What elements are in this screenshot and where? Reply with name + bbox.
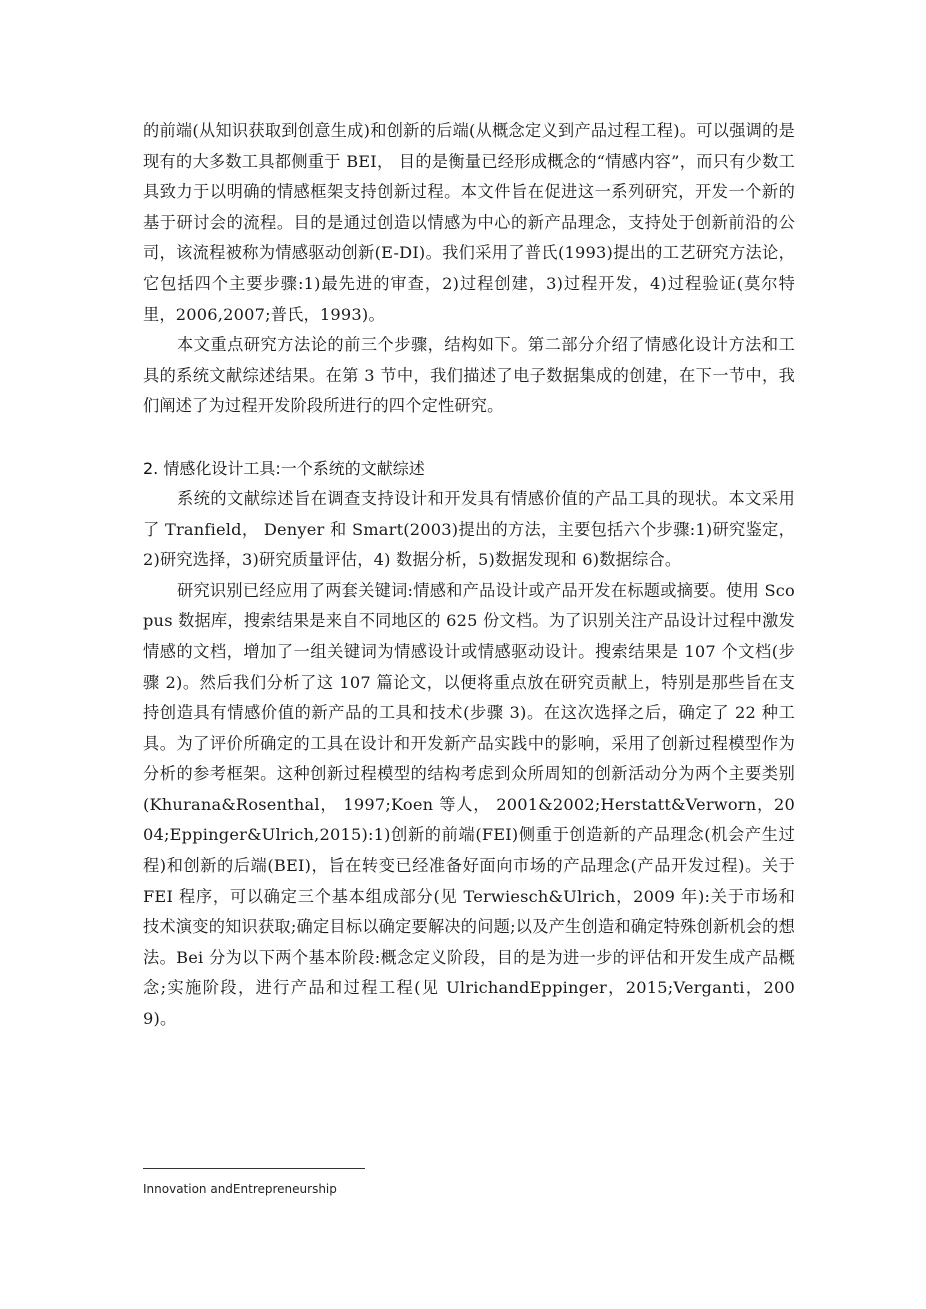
paragraph-section-1: 系统的文献综述旨在调查支持设计和开发具有情感价值的产品工具的现状。本文采用了 Tranfield， Denyer 和 Smart(2003)提出的方法，主要包括六个步骤:1)研究鉴定，2)研究选择，3)研究质量评估，4) 数据分析，5)数据发现和 6)数据综合。 bbox=[143, 488, 795, 570]
section-heading: 2. 情感化设计工具:一个系统的文献综述 bbox=[143, 458, 425, 478]
paragraph-section-2: 研究识别已经应用了两套关键词:情感和产品设计或产品开发在标题或摘要。使用 Scopus 数据库，搜索结果是来自不同地区的 625 份文档。为了识别关注产品设计过程中激发情感的文档，增加了一组关键词为情感设计或情感驱动设计。搜索结果是 107 个文档(步骤 2)。然后我们分析了这 107 篇论文，以便将重点放在研究贡献上，特别是那些旨在支持创造具有情感价值的新产品的工具和技术(步骤 3)。在这次选择之后，确定了 22 种工具。为了评价所确定的工具在设计和开发新产品实践中的影响，采用了创新过程模型作为分析的参考框架。这种创新过程模型的结构考虑到众所周知的创新活动分为两个主要类别(Khurana&Rosenthal， 1997;Koen 等人， 2001&2002;Herstatt&Verworn，2004;Eppinger&Ulrich,2015):1)创新的前端(FEI)侧重于创造新的产品理念(机会产生过程)和创新的后端(BEI)，旨在转变已经准备好面向市场的产品理念(产品开发过程)。关于 FEI 程序，可以确定三个基本组成部分(见 Terwiesch&Ulrich，2009 年):关于市场和技术演变的知识获取;确定目标以确定要解决的问题;以及产生创造和确定特殊创新机会的想法。Bei 分为以下两个基本阶段:概念定义阶段，目的是为进一步的评估和开发生成产品概念;实施阶段，进行产品和过程工程(见 UlrichandEppinger，2015;Verganti，2009)。 bbox=[143, 580, 795, 1029]
paragraph-intro-1: 的前端(从知识获取到创意生成)和创新的后端(从概念定义到产品过程工程)。可以强调的是现有的大多数工具都侧重于 BEI， 目的是衡量已经形成概念的“情感内容”，而只有少数工具致力于以明确的情感框架支持创新过程。本文件旨在促进这一系列研究，开发一个新的基于研讨会的流程。目的是通过创造以情感为中心的新产品理念，支持处于创新前沿的公司，该流程被称为情感驱动创新(E-DI)。我们采用了普氏(1993)提出的工艺研究方法论，它包括四个主要步骤:1)最先进的审查，2)过程创建，3)过程开发，4)过程验证(莫尔特里，2006,2007;普氏，1993)。 bbox=[143, 121, 795, 324]
paragraph-intro-2: 本文重点研究方法论的前三个步骤，结构如下。第二部分介绍了情感化设计方法和工具的系统文献综述结果。在第 3 节中，我们描述了电子数据集成的创建，在下一节中，我们阐述了为过程开发阶段所进行的四个定性研究。 bbox=[143, 335, 795, 416]
document-body bbox=[143, 116, 795, 1035]
footer-journal-name: Innovation andEntrepreneurship bbox=[143, 1182, 337, 1196]
footnote-divider bbox=[143, 1168, 365, 1169]
